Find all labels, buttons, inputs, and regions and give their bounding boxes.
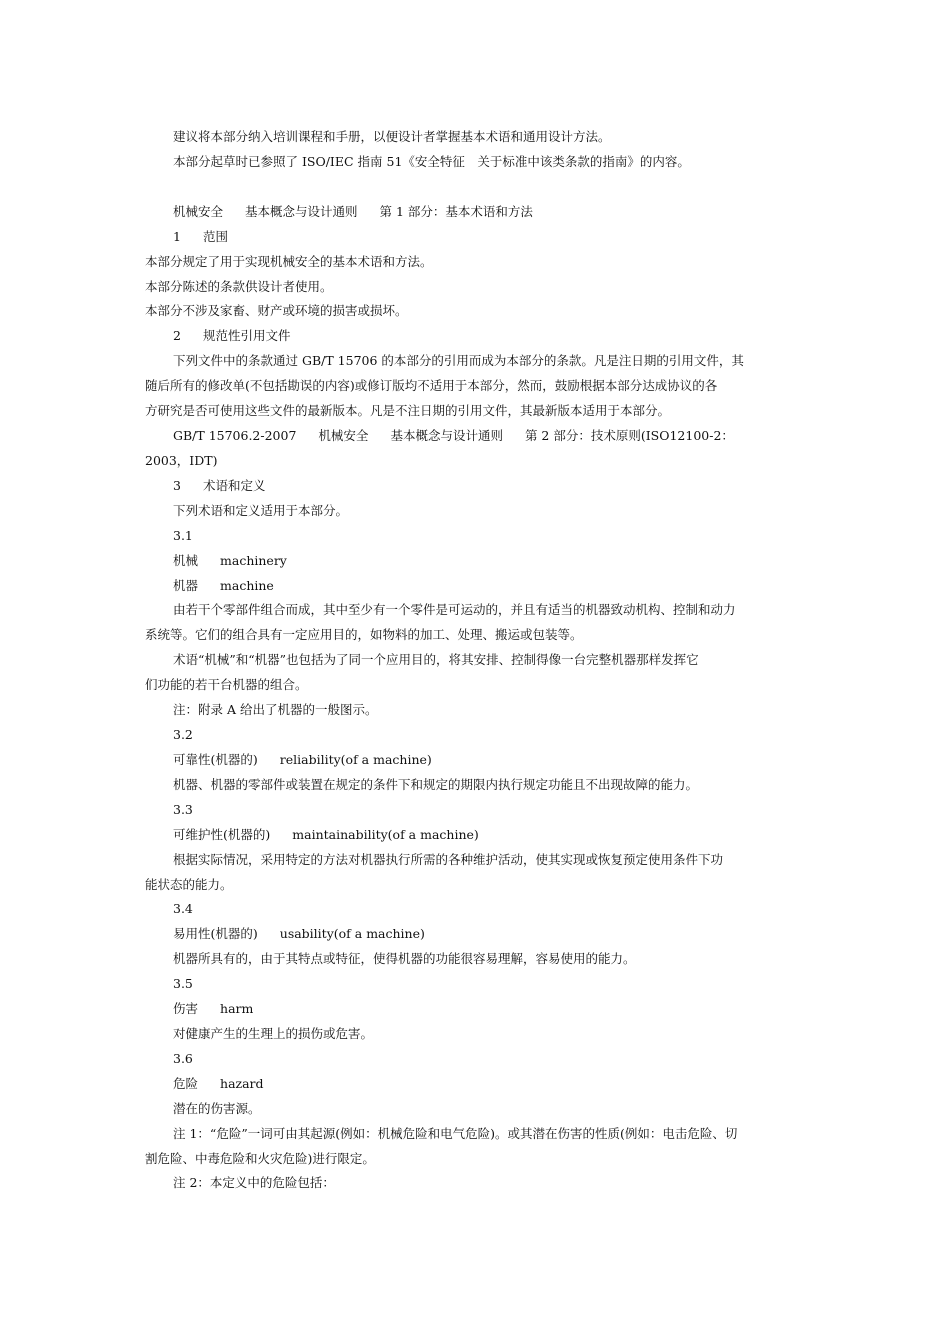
definition-line-1: 根据实际情况，采用特定的方法对机器执行所需的各种维护活动，使其实现或恢复预定使用条件下功 bbox=[173, 852, 724, 867]
section-1-heading bbox=[173, 229, 228, 245]
term-chinese: 可靠性(机器的) bbox=[173, 752, 258, 767]
normative-ref-paragraph-line-3: 方研究是否可使用这些文件的最新版本。凡是不注日期的引用文件，其最新版本适用于本部分。 bbox=[145, 403, 671, 418]
term-chinese: 可维护性(机器的) bbox=[173, 827, 271, 842]
term-number: 3.2 bbox=[173, 727, 193, 742]
section-title: 术语和定义 bbox=[202, 478, 266, 493]
title-part-a: 机械安全 bbox=[173, 204, 224, 219]
reference-title-b: 基本概念与设计通则 bbox=[390, 428, 503, 443]
term-note-line-1: 注 1：“危险”一词可由其起源(例如：机械危险和电气危险)。或其潜在伤害的性质(例如：电击危险、切 bbox=[173, 1126, 738, 1141]
term-name bbox=[173, 1001, 253, 1017]
term-english: machinery bbox=[220, 553, 287, 568]
term-number: 3.5 bbox=[173, 976, 193, 991]
definition: 对健康产生的生理上的损伤或危害。 bbox=[173, 1026, 374, 1041]
definition-line-2: 们功能的若干台机器的组合。 bbox=[145, 677, 308, 692]
definition: 机器所具有的，由于其特点或特征，使得机器的功能很容易理解，容易使用的能力。 bbox=[173, 951, 636, 966]
term-chinese: 伤害 bbox=[173, 1001, 199, 1016]
term-english: harm bbox=[220, 1001, 254, 1016]
section-number: 3 bbox=[173, 478, 181, 493]
term-name bbox=[173, 926, 425, 942]
term-number: 3.4 bbox=[173, 901, 193, 916]
section-number: 1 bbox=[173, 229, 181, 244]
reference-entry bbox=[173, 428, 734, 444]
document-title bbox=[173, 204, 533, 220]
term-note: 注 2：本定义中的危险包括： bbox=[173, 1175, 335, 1190]
intro-paragraph-2: 本部分起草时已参照了 ISO/IEC 指南 51《安全特征 关于标准中该类条款的指南》的内容。 bbox=[173, 154, 690, 169]
definition-line-2: 能状态的能力。 bbox=[145, 877, 233, 892]
term-number: 3.1 bbox=[173, 528, 193, 543]
term-english: machine bbox=[220, 578, 274, 593]
terms-intro: 下列术语和定义适用于本部分。 bbox=[173, 503, 349, 518]
term-chinese: 机械 bbox=[173, 553, 199, 568]
term-english: maintainability(of a machine) bbox=[292, 827, 479, 842]
reference-entry-line-2: 2003，IDT) bbox=[145, 453, 218, 468]
term-english: hazard bbox=[220, 1076, 264, 1091]
term-english: usability(of a machine) bbox=[279, 926, 425, 941]
reference-title-a: 机械安全 bbox=[318, 428, 369, 443]
term-chinese: 机器 bbox=[173, 578, 199, 593]
term-name bbox=[173, 827, 479, 843]
term-name bbox=[173, 752, 432, 768]
term-number: 3.6 bbox=[173, 1051, 193, 1066]
definition: 机器、机器的零部件或装置在规定的条件下和规定的期限内执行规定功能且不出现故障的能力。 bbox=[173, 777, 699, 792]
definition-line-1: 术语“机械”和“机器”也包括为了同一个应用目的，将其安排、控制得像一台完整机器那样发挥它 bbox=[173, 652, 699, 667]
definition-line-2: 系统等。它们的组合具有一定应用目的，如物料的加工、处理、搬运或包装等。 bbox=[145, 627, 583, 642]
scope-line-2: 本部分陈述的条款供设计者使用。 bbox=[145, 279, 333, 294]
scope-line-3: 本部分不涉及家畜、财产或环境的损害或损坏。 bbox=[145, 303, 408, 318]
term-note: 注：附录 A 给出了机器的一般图示。 bbox=[173, 702, 378, 717]
reference-code: GB/T 15706.2-2007 bbox=[173, 428, 297, 443]
term-number: 3.3 bbox=[173, 802, 193, 817]
intro-paragraph-1: 建议将本部分纳入培训课程和手册，以便设计者掌握基本术语和通用设计方法。 bbox=[173, 129, 611, 144]
section-title: 范围 bbox=[202, 229, 228, 244]
normative-ref-paragraph-line-1: 下列文件中的条款通过 GB/T 15706 的本部分的引用而成为本部分的条款。凡是注日期的引用文件，其 bbox=[173, 353, 744, 368]
definition-line-1: 由若干个零部件组合而成，其中至少有一个零件是可运动的，并且有适当的机器致动机构、控制和动力 bbox=[173, 602, 736, 617]
term-chinese: 易用性(机器的) bbox=[173, 926, 258, 941]
term-chinese: 危险 bbox=[173, 1076, 199, 1091]
title-part-b: 基本概念与设计通则 bbox=[245, 204, 358, 219]
term-name bbox=[173, 578, 274, 594]
normative-ref-paragraph-line-2: 随后所有的修改单(不包括勘误的内容)或修订版均不适用于本部分，然而，鼓励根据本部分达成协议的各 bbox=[145, 378, 718, 393]
term-english: reliability(of a machine) bbox=[279, 752, 432, 767]
definition: 潜在的伤害源。 bbox=[173, 1101, 261, 1116]
term-name bbox=[173, 1076, 264, 1092]
title-part-c: 第 1 部分：基本术语和方法 bbox=[379, 204, 533, 219]
section-title: 规范性引用文件 bbox=[202, 328, 291, 343]
term-name bbox=[173, 553, 287, 569]
section-number: 2 bbox=[173, 328, 181, 343]
reference-title-c: 第 2 部分：技术原则(ISO12100-2： bbox=[524, 428, 734, 443]
section-2-heading bbox=[173, 328, 290, 344]
term-note-line-2: 割危险、中毒危险和火灾危险)进行限定。 bbox=[145, 1151, 375, 1166]
section-3-heading bbox=[173, 478, 265, 494]
scope-line-1: 本部分规定了用于实现机械安全的基本术语和方法。 bbox=[145, 254, 433, 269]
